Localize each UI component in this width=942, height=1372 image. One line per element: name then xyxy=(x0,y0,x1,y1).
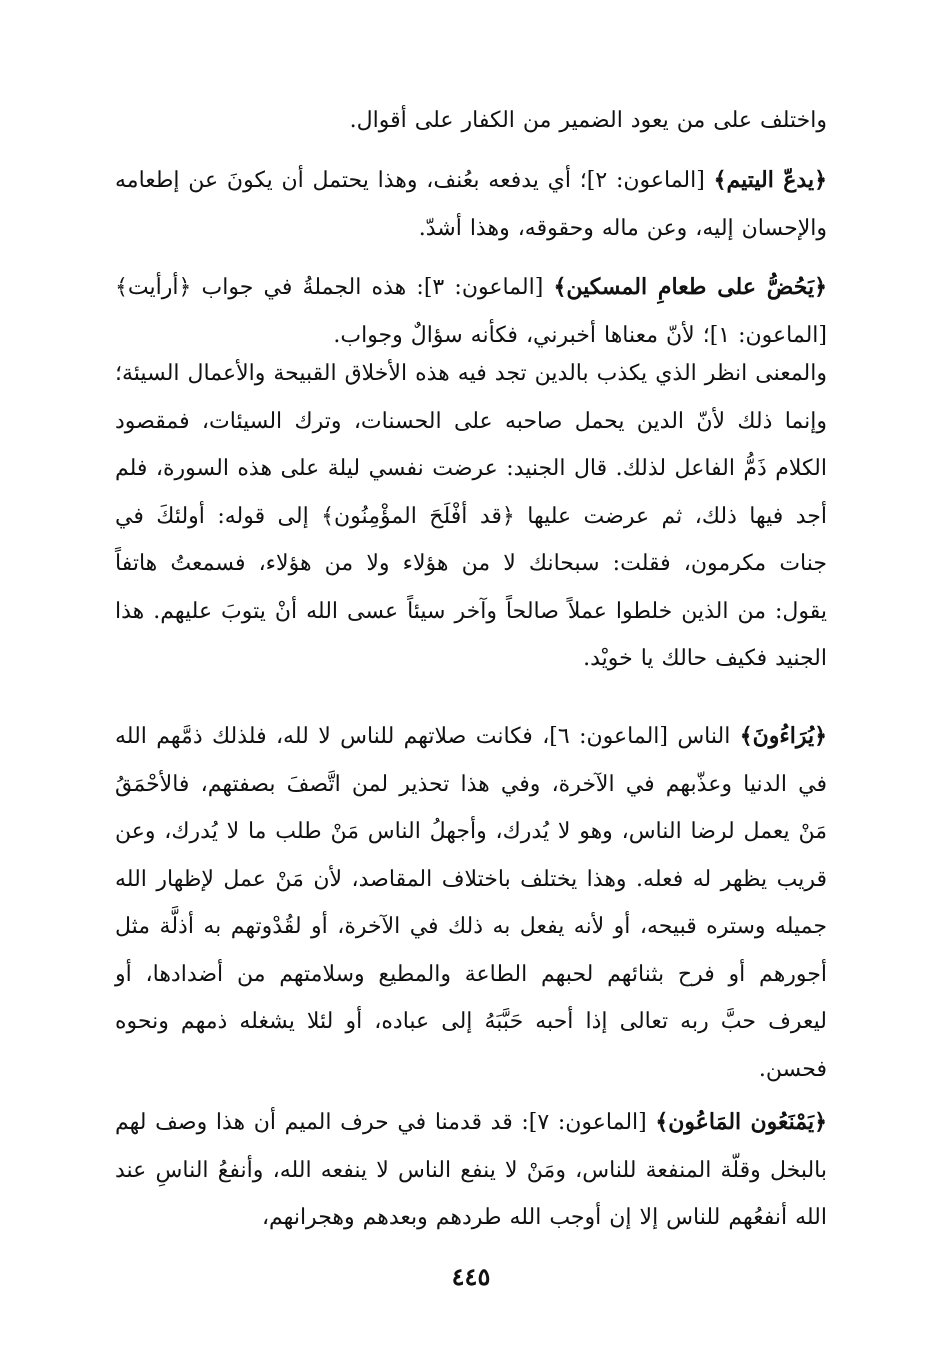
verse-reference: [الماعون: ٧]: xyxy=(512,1110,656,1135)
paragraph-text: فكانت صلاتهم للناس لا لله، فلذلك ذمَّهم الله في الدنيا وعذّبهم في الآخرة، وفي هذا تحذير لمن اتَّصفَ بصفتهم، فالأحْمَقُ مَنْ يعمل لرضا الناس، وهو لا يُدرك، وأجهلُ الناس مَنْ طلب ما لا يُدرك، وعن قريب يظهر له فعله. وهذا يختلف باختلاف المقاصد، لأن مَنْ عمل لإظهار الله جميله وستره قبيحه، أو لأنه يفعل به ذلك في الآخرة، أو لقُدْوتهم به أذلَّة مثل أجورهم أو فرح بثنائهم لحبهم الطاعة والمطيع وسلامتهم من أضدادها، أو ليعرف حبَّ ربه تعالى إذا أحبه حَبَّبَهُ إلى عباده، أو لئلا يشغله ذمهم ونحوه فحسن. xyxy=(115,724,827,1082)
paragraph-text: أي يدفعه بعُنف، وهذا يحتمل أن يكونَ عن إطعامه والإحسان إليه، وعن ماله وحقوقه، وهذا أشدّ. xyxy=(115,168,827,241)
paragraph-1 xyxy=(115,97,827,145)
quranic-phrase: ﴿يَحُضُّ على طعامِ المسكين﴾ xyxy=(553,274,827,300)
verse-reference: [الماعون: ٢]؛ xyxy=(571,168,714,193)
paragraph-text: هذه الجملةُ في جواب ﴿أرأيت﴾ [الماعون: ١]؛ لأنّ معناها أخبرني، فكأنه سؤالٌ وجواب. xyxy=(115,275,827,348)
verse-reference: الناس [الماعون: ٦]، xyxy=(532,724,740,749)
paragraph-text: قد قدمنا في حرف الميم أن هذا وصف لهم بالبخل وقلّة المنفعة للناس، ومَنْ لا ينفع الناس لا ينفعه الله، وأنفعُ الناسِ عند الله أنفعُهم للناس إلا إن أوجب الله طردهم وبعدهم وهجرانهم، xyxy=(115,1110,827,1230)
paragraph-4 xyxy=(115,350,827,683)
paragraph-text: واختلف على من يعود الضمير من الكفار على أقوال. xyxy=(349,108,827,133)
paragraph-text: والمعنى انظر الذي يكذب بالدين تجد فيه هذه الأخلاق القبيحة والأعمال السيئة؛ وإنما ذلك لأنّ الدين يحمل صاحبه على الحسنات، وترك السيئات، فمقصود الكلام ذَمُّ الفاعل لذلك. قال الجنيد: عرضت نفسي ليلة على هذه السورة، فلم أجد فيها ذلك، ثم عرضت عليها ﴿قد أفْلَحَ المؤْمِنُون﴾ إلى قوله: أولئكَ في جنات مكرمون، فقلت: سبحانك لا من هؤلاء ولا من هؤلاء، فسمعتُ هاتفاً يقول: من الذين خلطوا عملاً صالحاً وآخر سيئاً عسى الله أنْ يتوبَ عليهم. هذا الجنيد فكيف حالك يا خويْد. xyxy=(115,361,827,671)
page-number: ٤٤٥ xyxy=(451,1262,491,1291)
quranic-phrase: ﴿يُرَاءُونَ﴾ xyxy=(739,723,827,749)
quranic-phrase: ﴿يَمْنَعُون المَاعُون﴾ xyxy=(655,1109,827,1135)
paragraph-5 xyxy=(115,713,827,1093)
paragraph-2 xyxy=(115,157,827,252)
paragraph-6 xyxy=(115,1099,827,1242)
quranic-phrase: ﴿يدعّ اليتيم﴾ xyxy=(713,167,827,193)
verse-reference: [الماعون: ٣]: xyxy=(406,275,554,300)
paragraph-3 xyxy=(115,264,827,359)
